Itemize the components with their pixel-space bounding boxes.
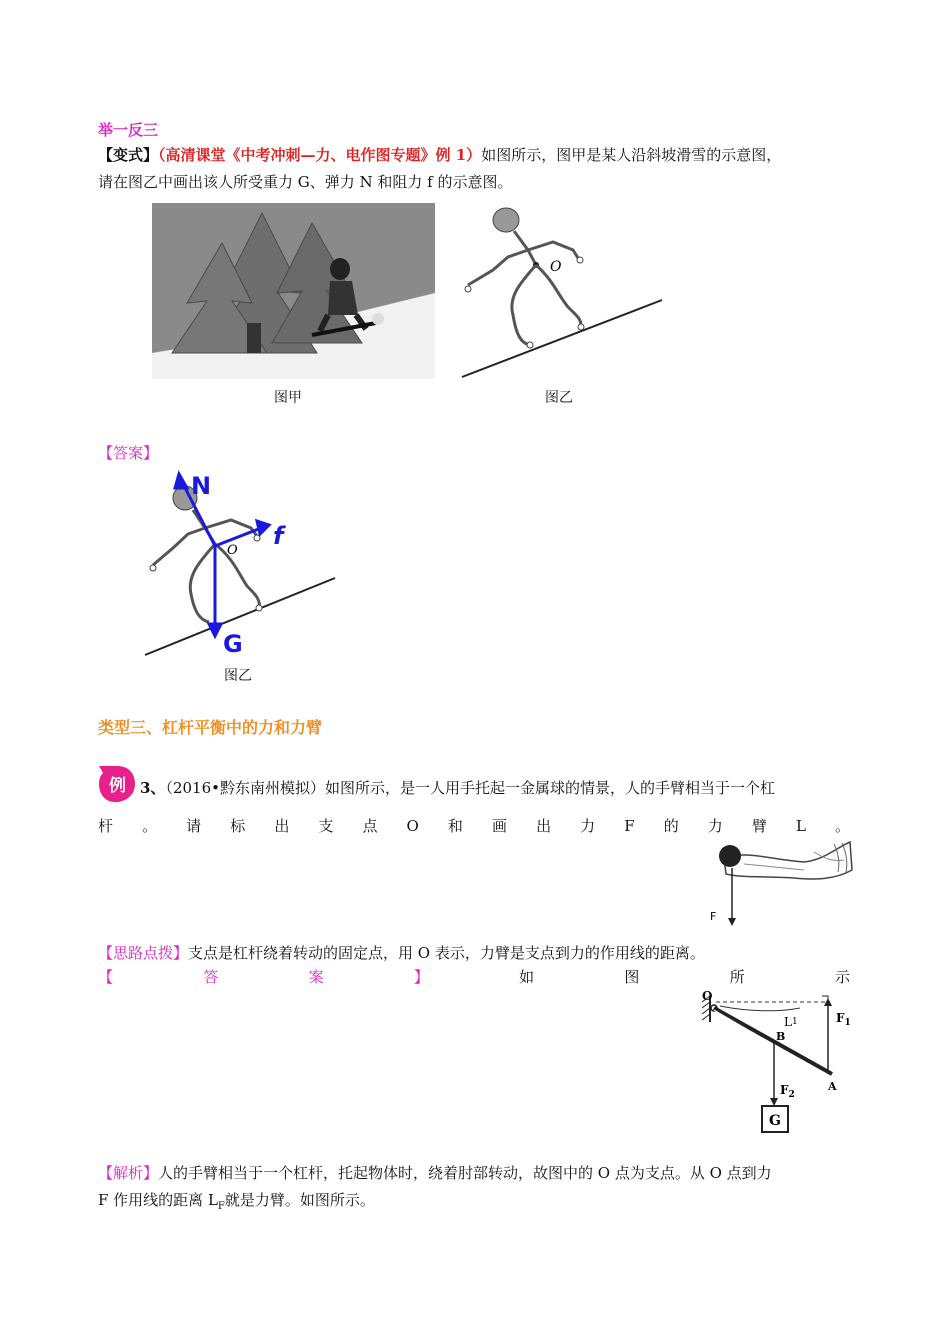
answer3-char: 所 bbox=[729, 968, 745, 986]
example-badge-text: 例 bbox=[109, 776, 126, 796]
lever-label-f1-sub: 1 bbox=[844, 1018, 851, 1028]
analysis-text2a: F 作用线的距离 L bbox=[98, 1191, 218, 1209]
arm-force-label: F bbox=[710, 910, 717, 923]
force-n-arrowhead bbox=[175, 474, 187, 488]
analysis-tag: 【解析】 bbox=[98, 1164, 159, 1182]
section-heading-practice: 举一反三 bbox=[98, 121, 159, 139]
example3-char: O bbox=[406, 817, 419, 835]
variant-source: （高清课堂《中考冲刺—力、电作图专题》例 1） bbox=[158, 146, 482, 164]
label-o: O bbox=[550, 259, 562, 275]
variant-question-line1 bbox=[98, 145, 781, 165]
analysis-text2-sub: F bbox=[217, 1201, 225, 1212]
answer3-char: 答 bbox=[203, 968, 219, 986]
label-g: G bbox=[223, 630, 243, 658]
answer3-char: 如 bbox=[519, 968, 535, 986]
example3-text1: （2016•黔东南州模拟）如图所示，是一人用手托起一金属球的情景，人的手臂相当于一个杠 bbox=[165, 779, 775, 797]
variant-question-line2: 请在图乙中画出该人所受重力 G、弹力 N 和阻力 f 的示意图。 bbox=[98, 173, 513, 191]
answer3-line bbox=[98, 967, 850, 987]
hint-text: 支点是杠杆绕着转动的固定点，用 O 表示，力臂是支点到力的作用线的距离。 bbox=[188, 944, 705, 962]
lever-label-l bbox=[784, 1015, 798, 1029]
lever-label-l-sub: 1 bbox=[791, 1017, 798, 1027]
answer3-char: 案 bbox=[308, 968, 324, 986]
figure-yi-stick-figure bbox=[458, 205, 664, 380]
analysis-line1 bbox=[98, 1163, 772, 1183]
lever-label-a: A bbox=[828, 1080, 837, 1093]
caption-figure-yi: 图乙 bbox=[545, 390, 573, 406]
example3-char: 的 bbox=[663, 817, 679, 835]
example3-char: 请 bbox=[186, 817, 202, 835]
lever-label-l-main: L bbox=[784, 1015, 792, 1029]
example3-char: 出 bbox=[274, 817, 290, 835]
answer-tag: 【答案】 bbox=[98, 444, 159, 462]
example-badge-icon bbox=[97, 764, 137, 804]
hint-tag: 【思路点拨】 bbox=[98, 944, 189, 962]
analysis-text2b: 就是力臂。如图所示。 bbox=[224, 1191, 375, 1209]
label-n: N bbox=[191, 472, 212, 500]
example3-line2 bbox=[98, 816, 850, 836]
lever-label-f1 bbox=[836, 1011, 851, 1028]
figure-answer-forces bbox=[143, 470, 343, 660]
type3-heading: 类型三、杠杆平衡中的力和力臂 bbox=[98, 718, 323, 737]
answer-label-o: O bbox=[227, 543, 238, 558]
lever-label-f1-main: F bbox=[836, 1011, 845, 1025]
example3-line1 bbox=[140, 778, 775, 798]
lever-label-f2 bbox=[780, 1083, 795, 1100]
answer3-bracket-open: 【 bbox=[98, 968, 114, 986]
variant-text1: 如图所示，图甲是某人沿斜坡滑雪的示意图， bbox=[481, 146, 782, 164]
answer3-char: 图 bbox=[624, 968, 640, 986]
example3-char: 。 bbox=[142, 817, 158, 835]
variant-tag: 【变式】 bbox=[98, 146, 159, 164]
example3-char: 力 bbox=[580, 817, 596, 835]
hint-line bbox=[98, 943, 705, 963]
label-f: f bbox=[273, 522, 284, 550]
force-g-arrowhead bbox=[209, 624, 221, 636]
lever-label-o: O bbox=[702, 989, 713, 1003]
example3-char: 出 bbox=[536, 817, 552, 835]
lever-label-f2-sub: 2 bbox=[788, 1090, 795, 1100]
example3-char: 。 bbox=[834, 817, 850, 835]
example3-char: F bbox=[624, 817, 635, 835]
example3-char: 臂 bbox=[751, 817, 767, 835]
figure-lever-answer bbox=[700, 988, 852, 1138]
example3-number: 3、 bbox=[140, 779, 166, 797]
example3-char: 点 bbox=[362, 817, 378, 835]
force-f-arrowhead bbox=[257, 521, 269, 534]
example3-char: 和 bbox=[447, 817, 463, 835]
figure-arm-holding-ball bbox=[704, 840, 854, 930]
answer3-bracket-close: 】 bbox=[413, 968, 429, 986]
example3-char: 支 bbox=[318, 817, 334, 835]
lever-label-f2-main: F bbox=[780, 1083, 789, 1097]
lever-label-g: G bbox=[769, 1113, 781, 1129]
analysis-text1: 人的手臂相当于一个杠杆，托起物体时，绕着肘部转动，故图中的 O 点为支点。从 O 点到力 bbox=[158, 1164, 772, 1182]
example3-char: 杆 bbox=[98, 817, 114, 835]
example3-char: 标 bbox=[230, 817, 246, 835]
answer3-char: 示 bbox=[834, 968, 850, 986]
figure-jia-skiing-photo bbox=[152, 203, 435, 379]
lever-label-b: B bbox=[776, 1030, 786, 1043]
caption-figure-jia: 图甲 bbox=[274, 390, 302, 406]
analysis-line2 bbox=[98, 1190, 375, 1217]
caption-answer-figure: 图乙 bbox=[224, 668, 252, 684]
example3-char: L bbox=[795, 817, 806, 835]
example3-char: 画 bbox=[492, 817, 508, 835]
example3-char: 力 bbox=[707, 817, 723, 835]
